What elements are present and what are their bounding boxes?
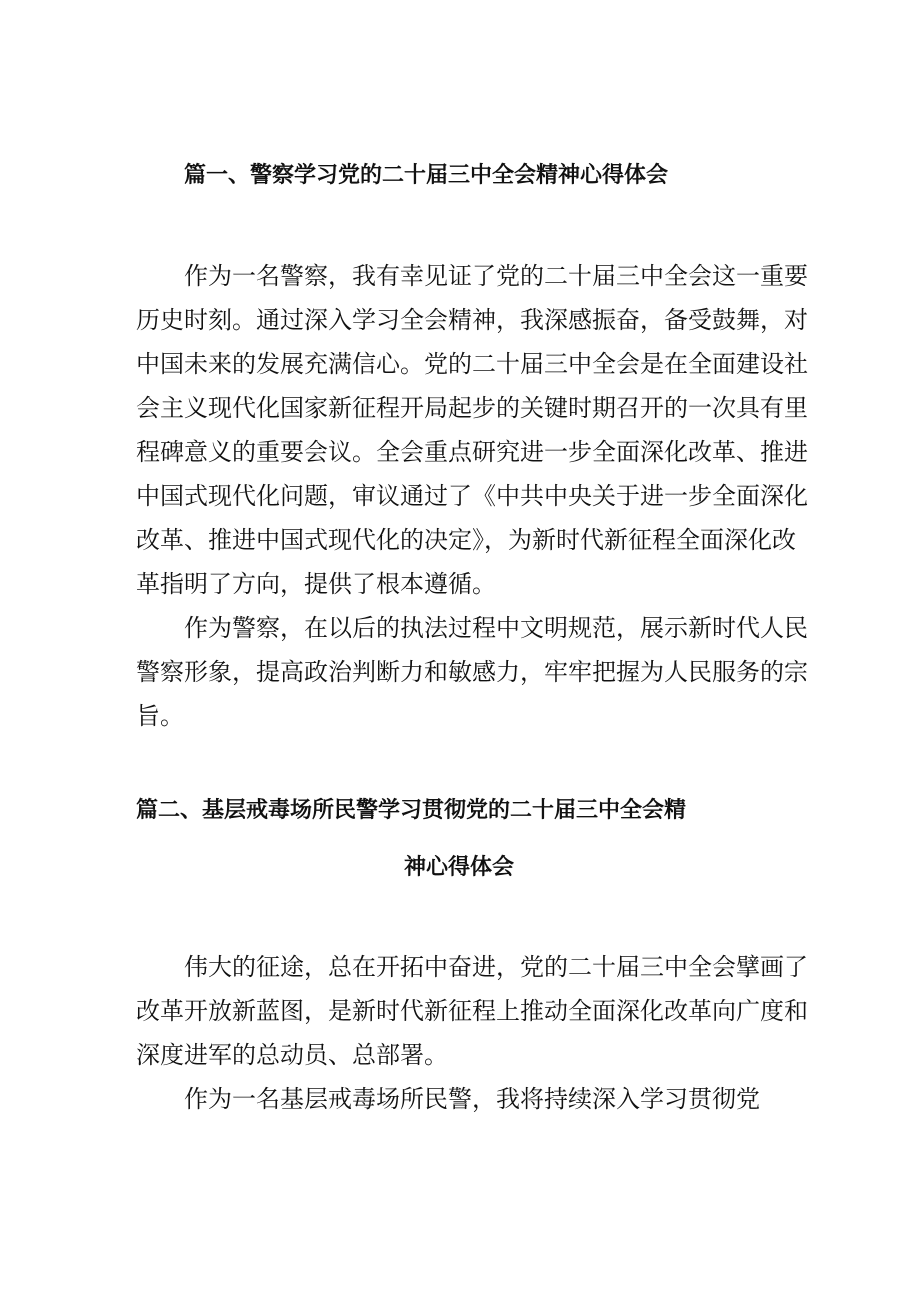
paragraph-line: 警察形象，提高政治判断力和敏感力，牢牢把握为人民服务的宗 [136,658,808,686]
paragraph-line: 改革开放新蓝图，是新时代新征程上推动全面深化改革向广度和 [136,997,808,1025]
paragraph-line: 中国未来的发展充满信心。党的二十届三中全会是在全面建设社 [136,350,808,378]
paragraph-line: 深度进军的总动员、总部署。 [136,1041,448,1069]
paragraph-line: 历史时刻。通过深入学习全会精神，我深感振奋，备受鼓舞，对 [136,306,808,334]
paragraph-line: 作为警察，在以后的执法过程中文明规范，展示新时代人民 [184,614,808,642]
paragraph-line: 改革、推进中国式现代化的决定》，为新时代新征程全面深化改 [136,526,796,554]
paragraph-line: 会主义现代化国家新征程开局起步的关键时期召开的一次具有里 [136,394,808,422]
section-1-title: 篇一、警察学习党的二十届三中全会精神心得体会 [184,163,669,188]
paragraph-line: 中国式现代化问题，审议通过了《中共中央关于进一步全面深化 [136,482,808,510]
paragraph-line: 作为一名警察，我有幸见证了党的二十届三中全会这一重要 [184,262,808,290]
section-2-title-line-1: 篇二、基层戒毒场所民警学习贯彻党的二十届三中全会精 [136,798,687,823]
paragraph-line: 革指明了方向，提供了根本遵循。 [136,570,496,598]
paragraph-line: 旨。 [136,702,184,730]
paragraph-line: 作为一名基层戒毒场所民警，我将持续深入学习贯彻党 [184,1085,760,1113]
paragraph-line: 伟大的征途，总在开拓中奋进，党的二十届三中全会擘画了 [184,953,808,981]
section-2-title-line-2: 神心得体会 [404,855,515,880]
paragraph-line: 程碑意义的重要会议。全会重点研究进一步全面深化改革、推进 [136,438,808,466]
